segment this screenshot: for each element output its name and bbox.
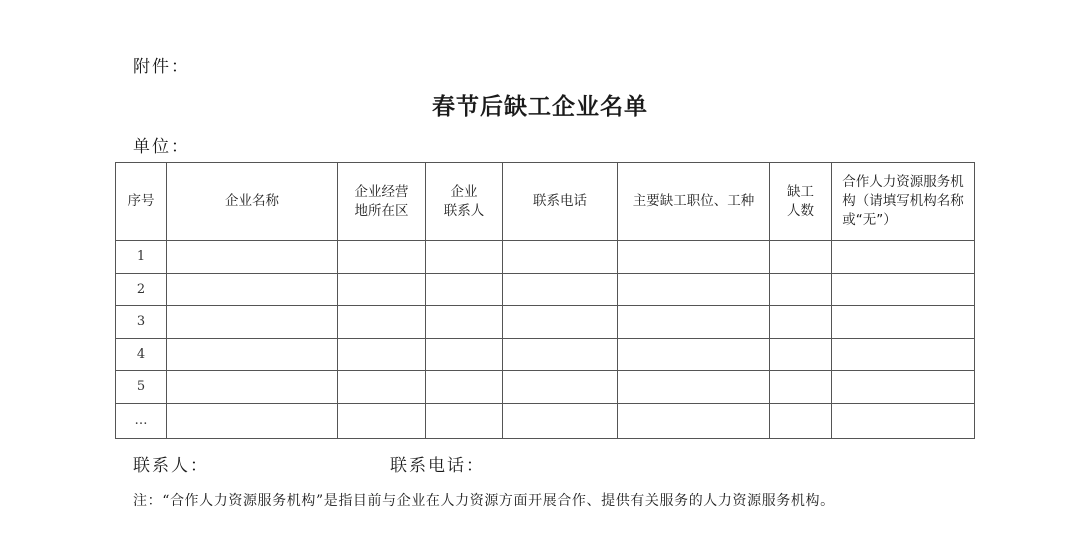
table-cell	[167, 403, 338, 438]
table-cell	[503, 371, 618, 404]
table-cell	[167, 273, 338, 306]
table-cell	[618, 338, 770, 371]
table-row	[116, 371, 975, 404]
enterprise-roster-table	[115, 162, 975, 439]
header-enterprise-name: 企业名称	[167, 163, 338, 241]
table-cell	[338, 273, 426, 306]
table-cell	[770, 338, 832, 371]
row-serial-number: 3	[116, 306, 167, 339]
table-cell	[167, 306, 338, 339]
row-serial-number: 2	[116, 273, 167, 306]
table-cell	[426, 306, 503, 339]
row-serial-number: …	[116, 403, 167, 438]
table-cell	[770, 273, 832, 306]
header-hr-service-agency: 合作人力资源服务机 构（请填写机构名称 或“无”）	[832, 163, 975, 241]
table-cell	[832, 338, 975, 371]
header-vacancy-count: 缺工 人数	[770, 163, 832, 241]
table-cell	[618, 371, 770, 404]
table-cell	[618, 403, 770, 438]
footer-contact-label: 联系人：	[133, 456, 209, 476]
unit-label: 单位：	[133, 137, 190, 157]
table-cell	[618, 306, 770, 339]
table-cell	[338, 403, 426, 438]
table-row	[116, 241, 975, 274]
table-cell	[167, 338, 338, 371]
table-cell	[426, 403, 503, 438]
table-cell	[338, 371, 426, 404]
row-serial-number: 4	[116, 338, 167, 371]
table-cell	[426, 273, 503, 306]
table-cell	[338, 338, 426, 371]
table-cell	[503, 338, 618, 371]
table-cell	[832, 403, 975, 438]
table-cell	[338, 241, 426, 274]
table-cell	[167, 371, 338, 404]
table-cell	[832, 241, 975, 274]
row-serial-number: 5	[116, 371, 167, 404]
table-cell	[618, 273, 770, 306]
table-cell	[503, 403, 618, 438]
table-cell	[832, 371, 975, 404]
table-row	[116, 338, 975, 371]
table-row	[116, 306, 975, 339]
footnote: 注：“合作人力资源服务机构”是指目前与企业在人力资源方面开展合作、提供有关服务的人力资源服务机构。	[133, 493, 835, 509]
table-cell	[503, 241, 618, 274]
table-cell	[167, 241, 338, 274]
table-cell	[503, 273, 618, 306]
header-serial-no: 序号	[116, 163, 167, 241]
footer-phone-label: 联系电话：	[390, 456, 485, 476]
table-cell	[832, 273, 975, 306]
row-serial-number: 1	[116, 241, 167, 274]
header-enterprise-contact: 企业 联系人	[426, 163, 503, 241]
table-row	[116, 273, 975, 306]
table-cell	[426, 371, 503, 404]
header-phone: 联系电话	[503, 163, 618, 241]
table-cell	[618, 241, 770, 274]
table-cell	[338, 306, 426, 339]
attachment-label: 附件：	[133, 57, 190, 77]
header-main-vacancies: 主要缺工职位、工种	[618, 163, 770, 241]
table-header-row	[116, 163, 975, 241]
table-row	[116, 403, 975, 438]
header-business-district: 企业经营 地所在区	[338, 163, 426, 241]
table-cell	[503, 306, 618, 339]
table-cell	[770, 241, 832, 274]
document-title: 春节后缺工企业名单	[432, 94, 648, 120]
table-cell	[426, 241, 503, 274]
table-cell	[426, 338, 503, 371]
table-cell	[770, 306, 832, 339]
table-cell	[770, 403, 832, 438]
table-cell	[770, 371, 832, 404]
table-cell	[832, 306, 975, 339]
